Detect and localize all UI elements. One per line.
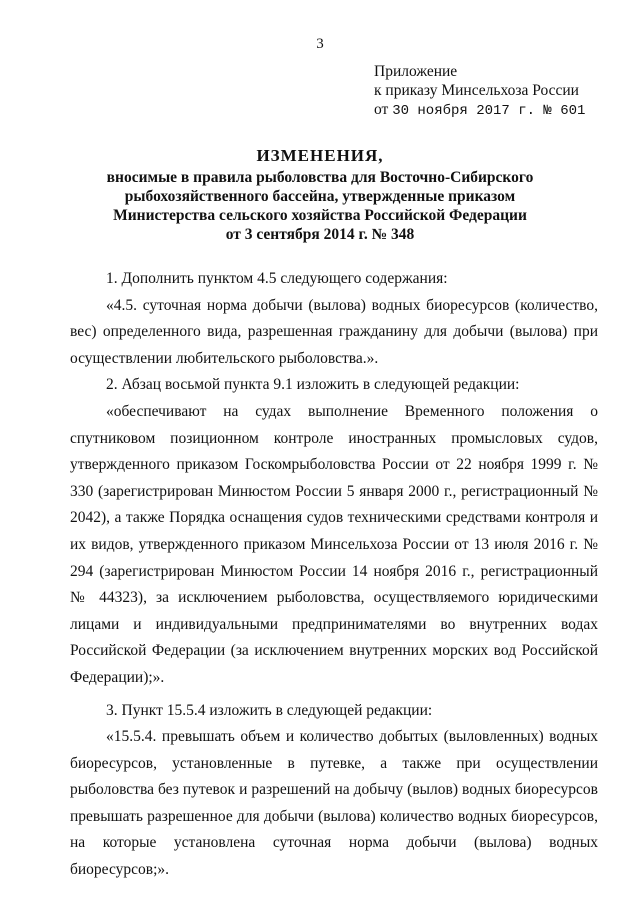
- page-number: 3: [316, 36, 324, 52]
- document-body: [70, 266, 598, 884]
- appendix-date-prefix: от: [374, 101, 389, 118]
- appendix-header: [374, 62, 585, 121]
- paragraph-item-2: 2. Абзац восьмой пункта 9.1 изложить в следующей редакции:: [106, 376, 520, 394]
- paragraph-item-3: 3. Пункт 15.5.4 изложить в следующей редакции:: [106, 701, 433, 719]
- title-line: от 3 сентября 2014 г. № 348: [225, 226, 415, 243]
- title-line: Министерства сельского хозяйства Российской Федерации: [113, 207, 527, 224]
- title-main: ИЗМЕНЕНИЯ,: [256, 146, 384, 165]
- document-title: [0, 146, 640, 244]
- appendix-line-1: Приложение: [374, 63, 458, 80]
- paragraph-quote-4-5: «4.5. суточная норма добычи (вылова) водных биоресурсов (количество, вес) определенного вида, разрешенная гражданину для добычи (вылова) при осуществлении любительского рыболовства.».: [70, 296, 598, 367]
- title-line: вносимые в правила рыболовства для Восточно-Сибирского: [106, 169, 534, 186]
- title-line: рыбохозяйственного бассейна, утвержденные приказом: [124, 188, 516, 205]
- appendix-date-number: 30 ноября 2017 г. № 601: [392, 103, 586, 119]
- appendix-line-3: [374, 100, 585, 121]
- paragraph-item-1: 1. Дополнить пунктом 4.5 следующего содержания:: [106, 270, 448, 287]
- paragraph-quote-9-1: «обеспечивают на судах выполнение Временного положения о спутниковом позиционном контроле иностранных промысловых судов, утвержденного приказом Госкомрыболовства России от 22 ноября 1999 г. № 330 (зарегистрирован Минюстом России 5 января 2000 г., регистрационный № 2042), а также Порядка оснащения судов техническими средствами контроля и их видов, утвержденного приказом Минсельхоза России от 13 июля 2016 г. № 294 (зарегистрирован Минюстом России 14 ноября 2016 г., регистрационный № 44323), за исключением рыболовства, осуществляемого юридическими лицами и индивидуальными предпринимателями во внутренних водах Российской Федерации (за исключением внутренних морских вод Российской Федерации);».: [70, 402, 598, 686]
- paragraph-quote-15-5-4: «15.5.4. превышать объем и количество добытых (выловленных) водных биоресурсов, установленные в путевке, а также при осуществлении рыболовства без путевок и разрешений на добычу (вылов) водных биоресурсов превышать разрешенное для добычи (вылова) количество водных биоресурсов, на которые установлена суточная норма добычи (вылова) водных биоресурсов;».: [70, 728, 598, 879]
- appendix-line-2: к приказу Минсельхоза России: [374, 82, 579, 99]
